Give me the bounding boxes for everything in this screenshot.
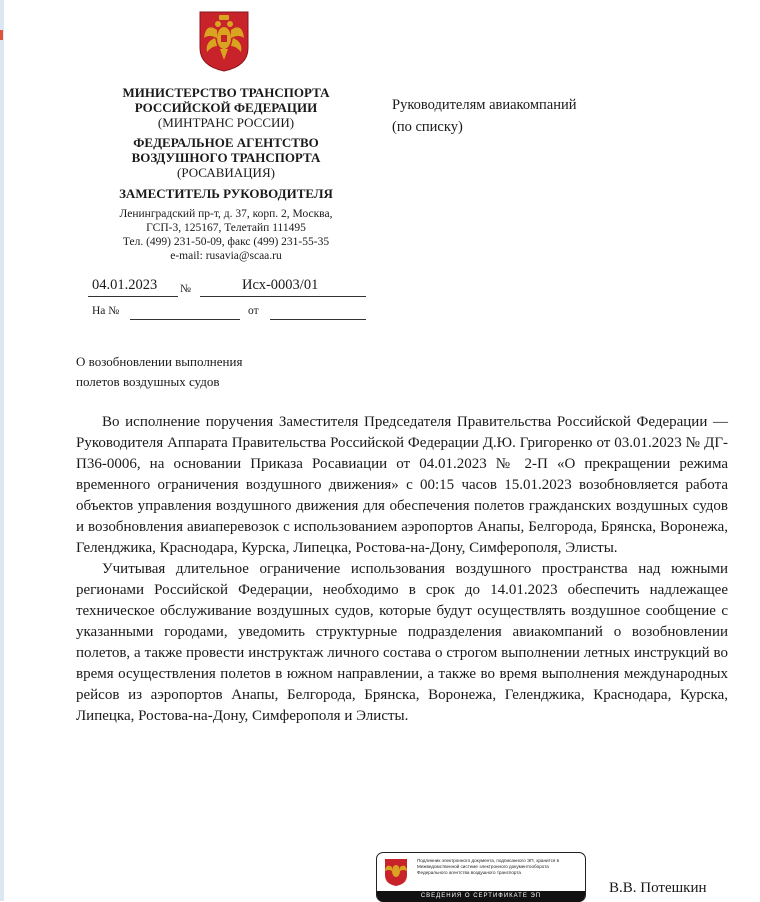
subject-line1: О возобновлении выполнения bbox=[76, 354, 243, 369]
email: e-mail: rusavia@scaa.ru bbox=[170, 250, 282, 262]
address-line1: Ленинградский пр-т, д. 37, корп. 2, Москва, bbox=[119, 208, 333, 220]
reference-date-underline bbox=[270, 319, 366, 320]
ministry-name-line2: РОССИЙСКОЙ ФЕДЕРАЦИИ bbox=[134, 100, 318, 115]
electronic-signature-stamp bbox=[376, 852, 586, 902]
addressee-line2: (по списку) bbox=[392, 119, 463, 135]
reference-number-underline bbox=[130, 319, 240, 320]
reference-date-label: от bbox=[248, 305, 259, 317]
stamp-text: Подлинник электронного документа, подписанного ЭП, хранится в Межведомственной системе электронного документооборота Федерального агентства воздушного транспорта bbox=[417, 858, 560, 875]
page-edge bbox=[0, 0, 4, 901]
body-paragraph-1: Во исполнение поручения Заместителя Председателя Правительства Российской Федерации — Руководителя Аппарата Правительства Российской Федерации Д.Ю. Григоренко от 03.01.2023 № ДГ-П36-0006, на основании Приказа Росавиации от 04.01.2023 № 2-П «О прекращении режима временного ограничения воздушного движения» с 00:15 часов 15.01.2023 возобновляется работа объектов управления воздушного движения для обеспечения полетов гражданских воздушных судов и возобновления авиаперевозок с использованием аэропортов Анапы, Белгорода, Брянска, Воронежа, Геленджика, Краснодара, Курска, Липецка, Ростова-на-Дону, Симферополя, Элисты. bbox=[76, 414, 728, 556]
body-paragraph-2: Учитывая длительное ограничение использования воздушного пространства над южными регионами Российской Федерации, необходимо в срок до 14.01.2023 обеспечить надлежащее техническое обслуживание воздушных судов, которые будут осуществлять воздушное сообщение с указанными городами, уведомить структурные подразделения авиакомпаний о возобновлении полетов, а также провести инструктаж личного состава о строгом выполнении летных инструкций во время осуществления полетов в южном направлении, а также во время выполнения международных рейсов из аэропортов Анапы, Белгорода, Брянска, Воронежа, Геленджика, Краснодара, Курска, Липецка, Ростова-на-Дону, Симферополя и Элисты. bbox=[76, 561, 728, 724]
phone-fax: Тел. (499) 231-50-09, факс (499) 231-55-35 bbox=[122, 236, 330, 248]
agency-name-line1: ФЕДЕРАЛЬНОЕ АГЕНТСТВО bbox=[133, 135, 319, 150]
coat-of-arms-icon bbox=[197, 8, 251, 72]
stamp-coat-of-arms-icon bbox=[383, 857, 409, 887]
outgoing-date: 04.01.2023 bbox=[92, 277, 158, 293]
stamp-certificate-bar: СВЕДЕНИЯ О СЕРТИФИКАТЕ ЭП bbox=[377, 891, 585, 902]
edge-marker bbox=[0, 30, 3, 40]
number-label: № bbox=[180, 283, 191, 295]
address-line2: ГСП-3, 125167, Телетайп 111495 bbox=[146, 222, 306, 234]
addressee-line1: Руководителям авиакомпаний bbox=[392, 97, 577, 113]
subject bbox=[76, 352, 242, 392]
ministry-name-line1: МИНИСТЕРСТВО ТРАНСПОРТА bbox=[122, 85, 330, 100]
number-underline bbox=[200, 296, 366, 297]
subject-line2: полетов воздушных судов bbox=[76, 374, 220, 389]
reference-number-label: На № bbox=[92, 305, 120, 317]
agency-short-name: (РОСАВИАЦИЯ) bbox=[177, 165, 275, 180]
sender-position: ЗАМЕСТИТЕЛЬ РУКОВОДИТЕЛЯ bbox=[119, 186, 333, 201]
letter-body bbox=[76, 412, 728, 727]
signer-name: В.В. Потешкин bbox=[609, 880, 707, 896]
ministry-short-name: (МИНТРАНС РОССИИ) bbox=[157, 115, 295, 130]
agency-name-line2: ВОЗДУШНОГО ТРАНСПОРТА bbox=[131, 150, 321, 165]
outgoing-number: Исх-0003/01 bbox=[242, 277, 319, 293]
date-underline bbox=[88, 296, 178, 297]
